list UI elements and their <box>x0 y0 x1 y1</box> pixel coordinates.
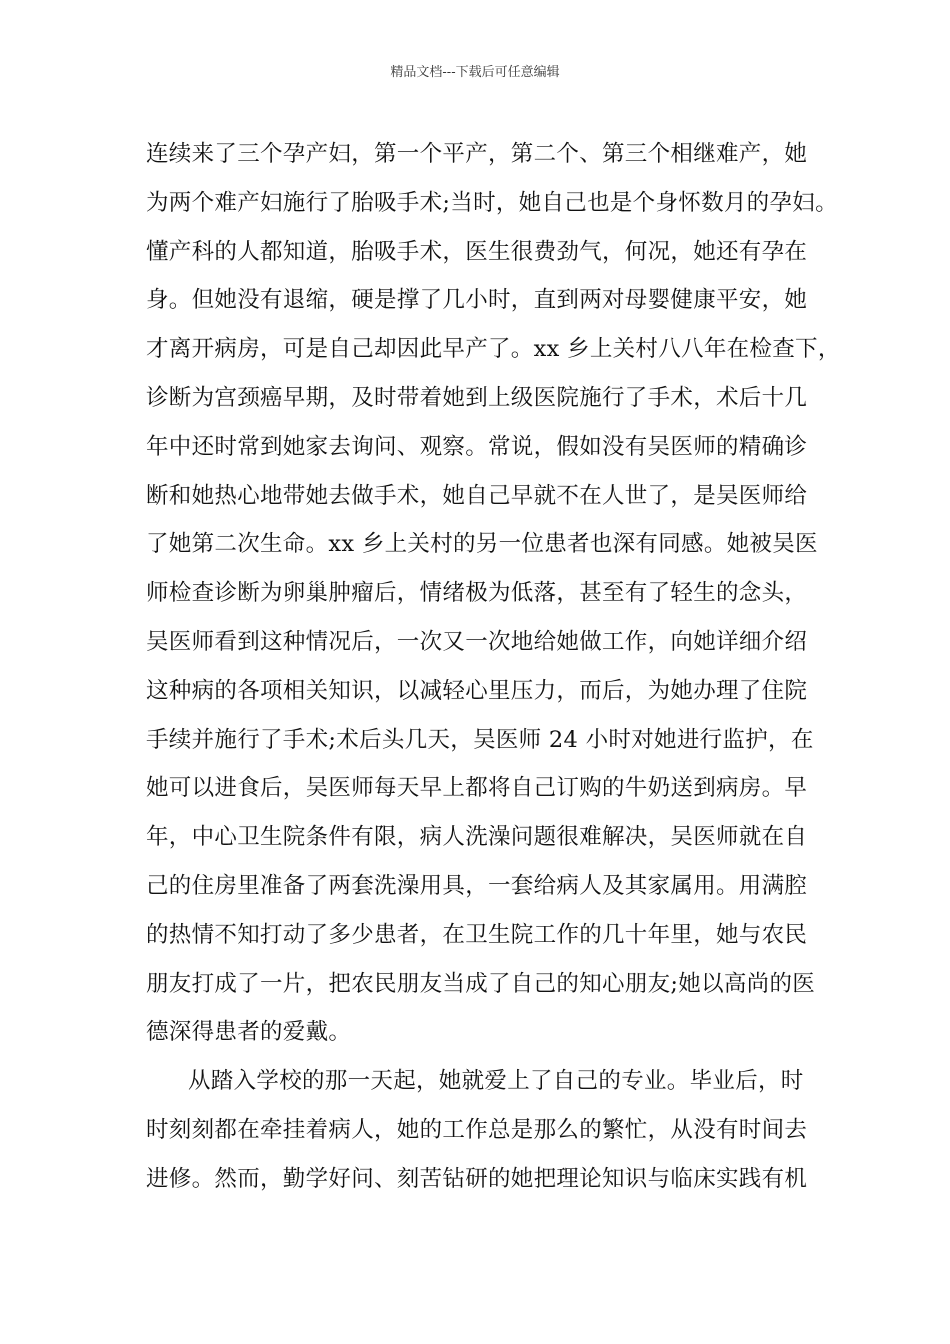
text-line: 德深得患者的爱戴。 <box>146 1019 352 1046</box>
text-line: 这种病的各项相关知识，以减轻心里压力，而后，为她办理了住院 <box>146 677 808 704</box>
text-line: 她可以进食后，吴医师每天早上都将自己订购的牛奶送到病房。早 <box>146 775 808 802</box>
page-header: 精品文档---下载后可任意编辑 <box>390 65 560 80</box>
text-line: 朋友打成了一片，把农民朋友当成了自己的知心朋友;她以高尚的医 <box>146 970 816 997</box>
text-line: 的热情不知打动了多少患者，在卫生院工作的几十年里，她与农民 <box>146 921 808 948</box>
body-text <box>146 130 841 1204</box>
text-line: 年中还时常到她家去询问、观察。常说，假如没有吴医师的精确诊 <box>146 433 808 460</box>
paragraph-first-line: 从踏入学校的那一天起，她就爱上了自己的专业。毕业后，时 <box>188 1068 804 1095</box>
text-line: 吴医师看到这种情况后，一次又一次地给她做工作，向她详细介绍 <box>146 628 808 655</box>
text-line: 懂产科的人都知道，胎吸手术，医生很费劲气，何况，她还有孕在 <box>146 238 808 265</box>
text-line: 身。但她没有退缩，硬是撑了几小时，直到两对母婴健康平安，她 <box>146 287 808 314</box>
text-line: 了她第二次生命。xx 乡上关村的另一位患者也深有同感。她被吴医 <box>146 531 818 558</box>
text-line: 年，中心卫生院条件有限，病人洗澡问题很难解决，吴医师就在自 <box>146 824 808 851</box>
text-line: 诊断为宫颈癌早期，及时带着她到上级医院施行了手术，术后十几 <box>146 384 808 411</box>
text-line: 为两个难产妇施行了胎吸手术;当时，她自己也是个身怀数月的孕妇。 <box>146 189 838 216</box>
text-line: 时刻刻都在牵挂着病人，她的工作总是那么的繁忙，从没有时间去 <box>146 1116 808 1143</box>
text-line: 师检查诊断为卵巢肿瘤后，情绪极为低落，甚至有了轻生的念头， <box>146 580 808 607</box>
text-line: 己的住房里准备了两套洗澡用具，一套给病人及其家属用。用满腔 <box>146 872 808 899</box>
text-line: 进修。然而，勤学好问、刻苦钻研的她把理论知识与临床实践有机 <box>146 1165 808 1192</box>
text-line: 手续并施行了手术;术后头几天，吴医师 24 小时对她进行监护，在 <box>146 726 814 753</box>
text-line: 连续来了三个孕产妇，第一个平产，第二个、第三个相继难产，她 <box>146 141 808 167</box>
text-line: 断和她热心地带她去做手术，她自己早就不在人世了，是吴医师给 <box>146 482 808 509</box>
text-line: 才离开病房，可是自己却因此早产了。xx 乡上关村八八年在检查下， <box>146 336 841 363</box>
